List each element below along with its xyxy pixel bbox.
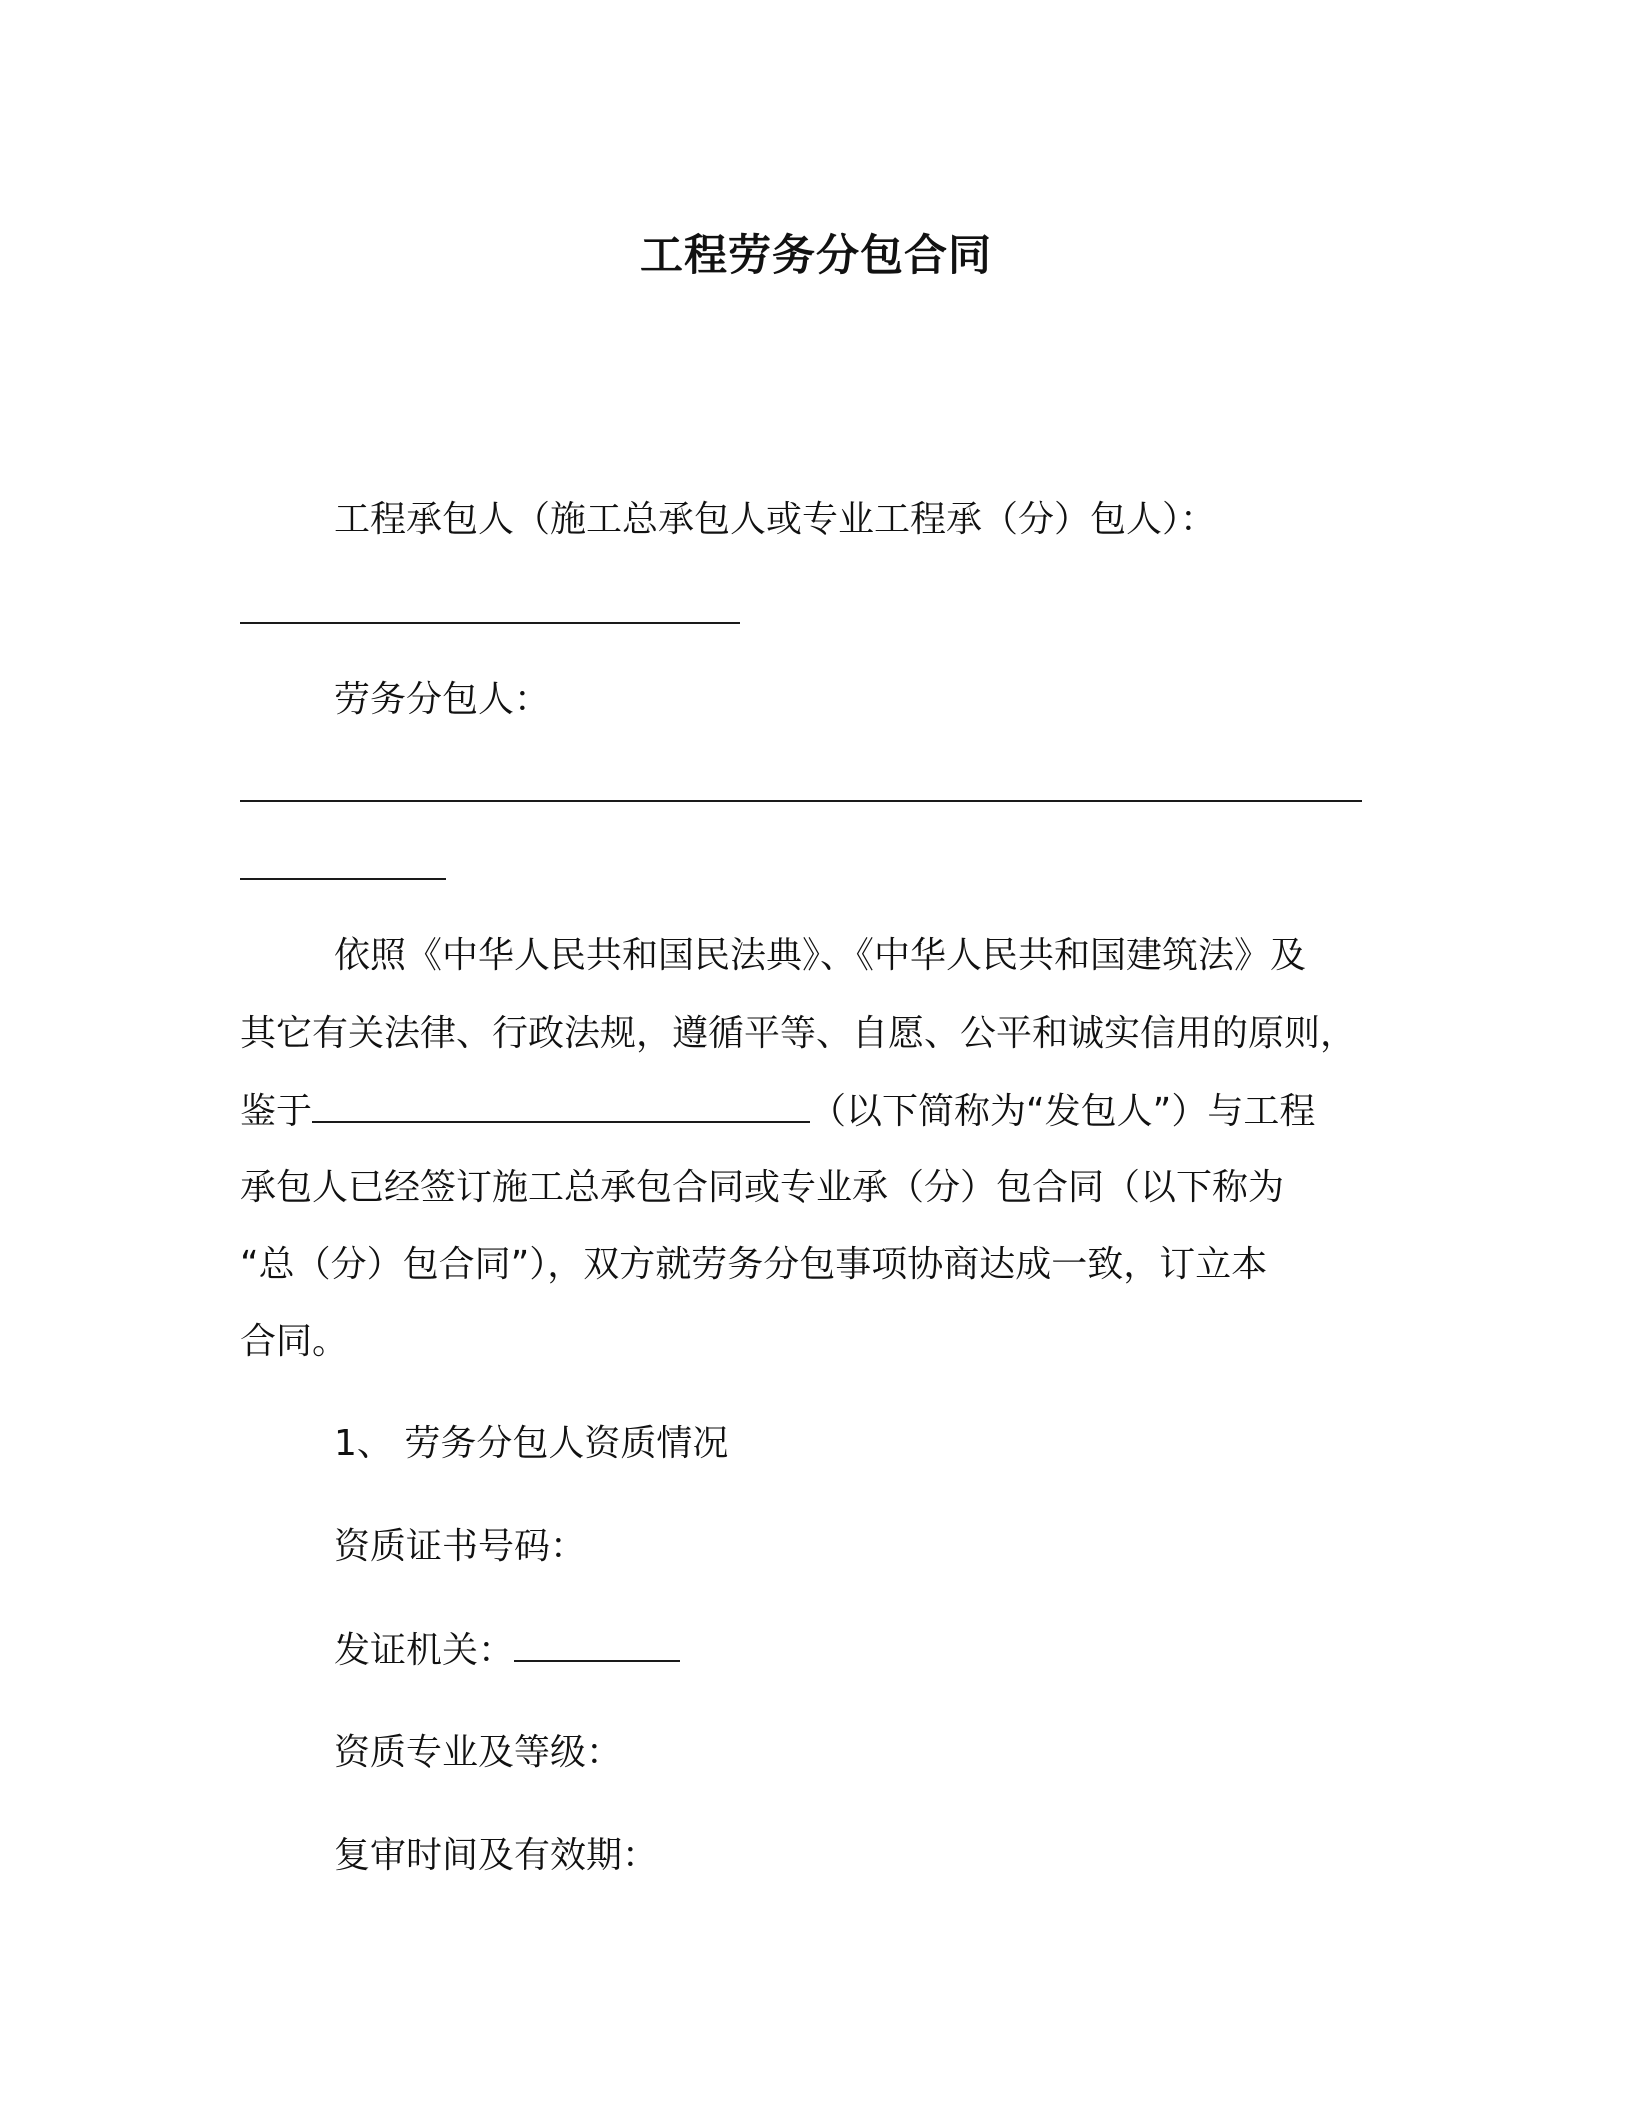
specialty-grade-label: 资质专业及等级： bbox=[334, 1732, 623, 1773]
paragraph-line-6: 合同。 bbox=[240, 1321, 349, 1362]
issuing-authority-row bbox=[334, 1626, 680, 1675]
labor-subcontractor-label: 劳务分包人： bbox=[334, 679, 551, 720]
paragraph-line-3-prefix: 鉴于 bbox=[240, 1091, 313, 1132]
contractor-blank-line bbox=[240, 622, 740, 624]
issuing-authority-blank-line bbox=[514, 1626, 680, 1662]
labor-subcontractor-blank-line-1 bbox=[240, 800, 1362, 802]
paragraph-line-2: 其它有关法律、行政法规，遵循平等、自愿、公平和诚实信用的原则， bbox=[240, 1013, 1357, 1054]
paragraph-line-4: 承包人已经签订施工总承包合同或专业承（分）包合同（以下称为 bbox=[240, 1167, 1285, 1208]
labor-subcontractor-blank-line-2 bbox=[240, 878, 446, 880]
paragraph-line-3-suffix: （以下简称为“发包人”）与工程 bbox=[810, 1091, 1316, 1132]
section-1-heading: 1、 劳务分包人资质情况 bbox=[334, 1423, 729, 1464]
paragraph-line-5: “总（分）包合同”），双方就劳务分包事项协商达成一致，订立本 bbox=[240, 1244, 1268, 1285]
paragraph-line-1: 依照《中华人民共和国民法典》、《中华人民共和国建筑法》及 bbox=[334, 935, 1307, 976]
review-validity-label: 复审时间及有效期： bbox=[334, 1835, 659, 1876]
issuing-authority-label: 发证机关： bbox=[334, 1630, 515, 1671]
employer-blank-line bbox=[312, 1087, 810, 1123]
document-title: 工程劳务分包合同 bbox=[640, 231, 992, 281]
contractor-label: 工程承包人（施工总承包人或专业工程承（分）包人）： bbox=[334, 499, 1217, 540]
cert-number-label: 资质证书号码： bbox=[334, 1526, 587, 1567]
paragraph-line-3 bbox=[240, 1087, 1315, 1136]
